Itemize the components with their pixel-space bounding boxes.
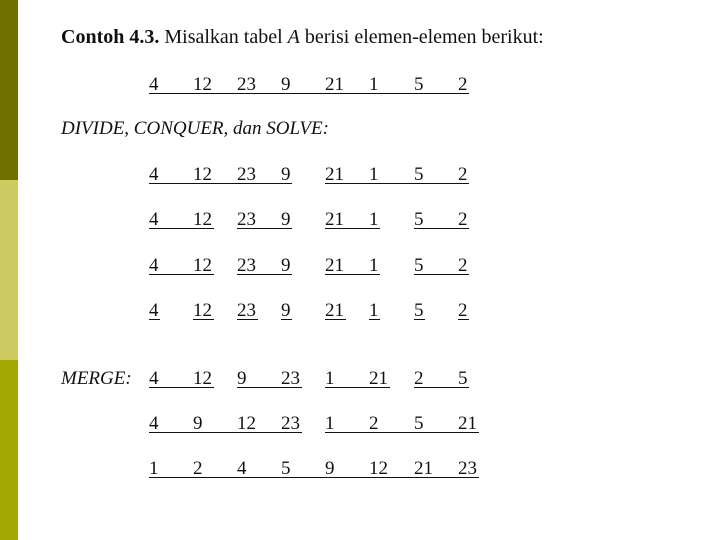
group-underline [414,228,469,229]
title-text-b: berisi elemen-elemen berikut: [299,26,544,48]
array-element: 4 [149,164,159,185]
array-element: 12 [193,300,212,321]
array-element: 12 [193,74,212,95]
group-underline [149,183,292,184]
group-underline [149,93,469,94]
array-element: 23 [458,458,477,479]
array-element: 23 [237,300,256,321]
group-underline [193,319,214,320]
group-underline [149,432,302,433]
array-element: 1 [325,368,335,389]
group-underline [414,319,425,320]
title-text-a: Misalkan tabel [159,26,288,48]
array-element: 2 [458,74,468,95]
array-element: 1 [369,74,379,95]
array-element: 21 [325,164,344,185]
group-underline [414,274,469,275]
array-element: 1 [369,300,379,321]
array-element: 12 [193,164,212,185]
example-title [61,26,544,49]
array-element: 1 [369,164,379,185]
array-row [0,367,720,393]
group-underline [149,477,479,478]
array-element: 1 [369,209,379,230]
group-underline [325,183,469,184]
array-element: 4 [149,413,159,434]
group-underline [149,274,214,275]
array-element: 23 [237,74,256,95]
array-element: 23 [281,413,300,434]
array-element: 2 [458,164,468,185]
array-element: 4 [149,255,159,276]
array-element: 4 [237,458,247,479]
divide-conquer-solve-label: DIVIDE, CONQUER, dan SOLVE: [61,118,329,139]
array-element: 9 [193,413,203,434]
array-row [0,412,720,438]
group-underline [149,319,160,320]
array-element: 12 [193,368,212,389]
array-element: 2 [458,255,468,276]
array-element: 21 [458,413,477,434]
array-element: 21 [325,255,344,276]
group-underline [237,387,302,388]
array-row [0,208,720,234]
group-underline [149,228,214,229]
array-element: 21 [325,74,344,95]
array-element: 9 [237,368,247,389]
group-underline [369,319,380,320]
array-element: 1 [369,255,379,276]
array-element: 23 [237,164,256,185]
array-row [0,73,720,99]
array-element: 2 [458,209,468,230]
array-element: 9 [281,209,291,230]
array-element: 2 [193,458,203,479]
group-underline [325,432,479,433]
array-element: 1 [325,413,335,434]
array-element: 12 [193,209,212,230]
array-element: 1 [149,458,159,479]
array-element: 9 [281,164,291,185]
array-element: 4 [149,209,159,230]
group-underline [237,228,292,229]
array-element: 2 [458,300,468,321]
array-row [0,299,720,325]
array-element: 2 [369,413,379,434]
group-underline [281,319,292,320]
array-row [0,254,720,280]
example-number: Contoh 4.3. [61,26,160,48]
array-element: 4 [149,74,159,95]
array-element: 5 [414,413,424,434]
array-element: 23 [237,209,256,230]
group-underline [414,387,469,388]
array-element: 9 [281,300,291,321]
array-element: 4 [149,300,159,321]
group-underline [237,319,258,320]
merge-label: MERGE: [61,368,132,389]
array-element: 21 [414,458,433,479]
array-element: 4 [149,368,159,389]
array-element: 23 [237,255,256,276]
group-underline [325,228,380,229]
array-element: 5 [414,164,424,185]
group-underline [149,387,214,388]
group-underline [325,387,390,388]
array-element: 21 [369,368,388,389]
array-element: 12 [369,458,388,479]
array-element: 9 [325,458,335,479]
group-underline [325,274,380,275]
array-element: 23 [281,368,300,389]
array-element: 5 [458,368,468,389]
array-row [0,457,720,483]
array-row [0,163,720,189]
array-element: 9 [281,255,291,276]
group-underline [458,319,469,320]
group-underline [325,319,346,320]
array-element: 21 [325,300,344,321]
array-element: 5 [414,209,424,230]
array-element: 21 [325,209,344,230]
array-element: 5 [281,458,291,479]
array-element: 9 [281,74,291,95]
array-element: 12 [237,413,256,434]
array-element: 2 [414,368,424,389]
array-element: 5 [414,300,424,321]
array-element: 12 [193,255,212,276]
table-variable: A [287,26,300,48]
array-element: 5 [414,255,424,276]
array-element: 5 [414,74,424,95]
group-underline [237,274,292,275]
